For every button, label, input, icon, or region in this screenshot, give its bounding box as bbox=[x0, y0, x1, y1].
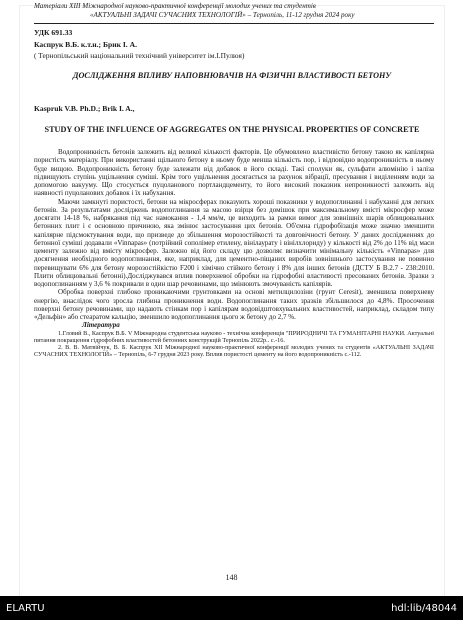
udk-code: УДК 691.33 bbox=[34, 28, 73, 37]
repository-name[interactable]: ELARTU bbox=[6, 603, 45, 614]
paragraph-3: Обробка поверхні глибоко проникаючими грунтовками на основі метилцилозіни (грунт Ceresit), зменшила поверхневу енергію, внаслідок чого зросла глибина проникнення води. Водопоглинання таких зразків збільшилося до 4,8%. Просочення поверхні бетону речовинами, що надають стінкам пор і капілярам водовідштовхувальних властивостей, наприклад, складом типу «Дельфін» або стеаратом кальцію, зменшило водопоглинання цього ж бетону до 2,7 %. bbox=[34, 288, 434, 321]
reference-list bbox=[34, 330, 434, 358]
article-body bbox=[34, 148, 434, 358]
reference-item: 2. В. В. Матвійчук, В. Б. Каспрук ХІІ Міжнародної науково-практичної конференції молодих учених та студентів «АКТУАЛЬНІ ЗАДАЧІ СУЧАСНИХ ТЕХНОЛОГІЙ» – Тернопіль, 6-7 грудня 2023 року. Вплив пористості цементу на його водопроникність с.-112. bbox=[34, 343, 434, 358]
literature-heading: Література bbox=[82, 321, 120, 330]
header-line-2: «АКТУАЛЬНІ ЗАДАЧІ СУЧАСНИХ ТЕХНОЛОГІЙ» – Тернопіль, 11-12 грудня 2024 року bbox=[90, 11, 355, 19]
page-number: 148 bbox=[225, 573, 238, 582]
handle-identifier[interactable]: hdl:lib/48044 bbox=[391, 603, 457, 614]
article-title-en: STUDY OF THE INFLUENCE OF AGGREGATES ON THE PHYSICAL PROPERTIES OF CONCRETE bbox=[44, 125, 420, 134]
authors-en: Kaspruk V.B. Ph.D.; Brik I. A., bbox=[34, 104, 135, 113]
authors-ua: Каспрук В.Б. к.т.н.; Брик І. А. bbox=[34, 40, 137, 49]
article-title-ua: ДОСЛІДЖЕННЯ ВПЛИВУ НАПОВНЮВАЧІВ НА ФІЗИЧНІ ВЛАСТИВОСТІ БЕТОНУ bbox=[72, 71, 392, 80]
reference-item: 1.Гловий В., Каспрук В.Б. V Міжнародна студентська науково - технічна конференція "ПРИРОДНИЧІ ТА ГУМАНІТАРНІ НАУКИ. Актуальні питання покращення гідрофобних властивостей бетонних конструкцій Тернопіль 2022р.. с.-16. bbox=[34, 329, 434, 344]
paragraph-2: Маючи замкнуті пористості, бетони на мікросферах показують хороші показники у водопоглинанні і набуханні для легких бетонів. За результатами досліджень водопоглинання за масою взірця без домішок при максимальному вмісті мікросфер може досягати 14-18 %, набрякання під час намокання - 1,4 мм/м, це виходить за рамки вимог для зовнішніх шарів облицювальних бетонних плит і є основною причиною, яка змінює застосування цих бетонів. Об'ємна гідрофобізація може значно зменшити капілярне підсмоктування води, що призведе до збільшення морозостійкості та довговічності бетону. У даних дослідженнях до бетонної суміші додавали «Vinnapas» (потрійний сополімер етилену, вінілаурату і вінілхлориду) у кількості від 2% до 11% від маси цементу залежно від вмісту мікросфер. Залежно від його складу цю дозволяє визначити мінімальну кількість «Vinnapas» для досягнення необхідного водопоглинання, яке, наприклад, для цементно-піщаних виробів зовнішнього застосування не повинно перевищувати 6% для бетону морозостійкістю F200 і хімічно стійкого бетону і 8% для інших бетонів (ДСТУ Б В.2.7 - 238:2010. Плити облицювальні бетонні).Досліджувався вплив поверхневої обробки на гідрофобні властивості пресованих бетонів. Зразки з водопоглинанням у 3,6 % покривали в один шар речовинами, що змінюють змочуваність капілярів. bbox=[34, 197, 434, 288]
header-line-1: Матеріали ХІІІ Міжнародної науково-практичної конференції молодих учених та студентів bbox=[34, 2, 316, 10]
affiliation: ( Тернопільський національний технічний університет ім.І.Пулюя) bbox=[34, 51, 245, 60]
paragraph-1: Водопроникність бетонів залежить від великої кількості факторів. Це обумовлено властивістю бетону такою як капілярна пористість матеріалу. При використанні щільного бетону в ньому буде менша кількість пор, і відповідно водопроникність в ньому буде вищою. Водопроникність бетону буде залежати від добавок в його складі. Такі сполуки як, сульфати алюмінію і заліза підвищують ступінь ущільнення суміші. Крім того ущільнення досягається за рахунок вібрації, пресування і виділенням води за допомогою вакууму. Що стосується пуцоланового портландцементу, то його високий показник непроникності залежить від наявності пуцоланових добавок і їх набухання. bbox=[34, 148, 434, 198]
header-divider bbox=[34, 23, 434, 24]
conference-header bbox=[34, 2, 436, 20]
repository-footer-bar bbox=[0, 596, 463, 620]
